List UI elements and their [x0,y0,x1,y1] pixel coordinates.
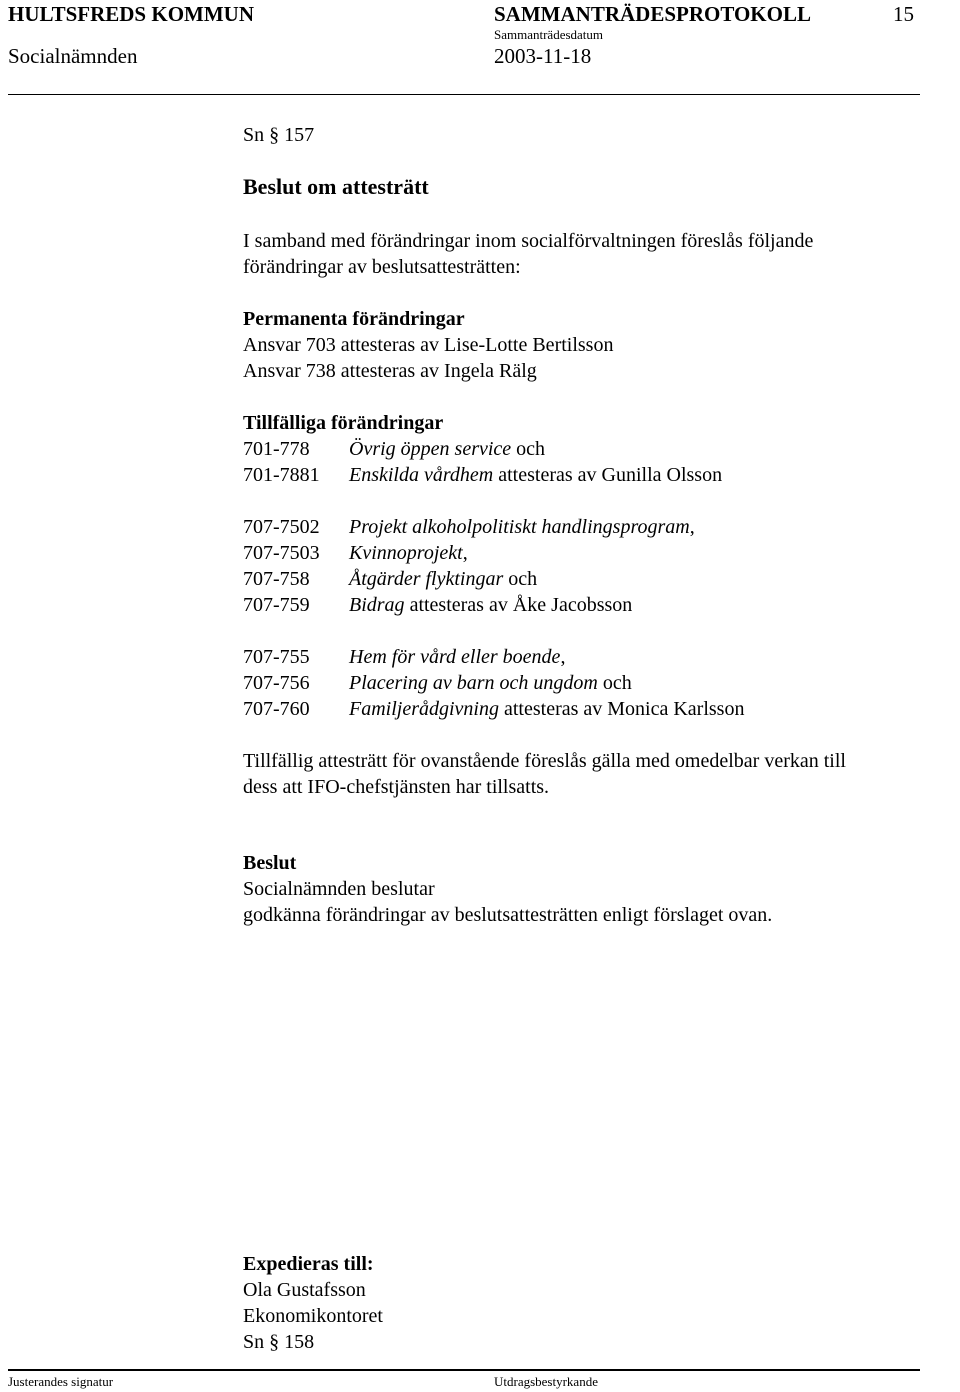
account-code: 701-778 [243,438,310,460]
intro-line-2: förändringar av beslutsattesträtten: [243,256,521,278]
recipient: Ola Gustafsson [243,1279,366,1301]
account-code: 707-759 [243,594,310,616]
decision-line-2: godkänna förändringar av beslutsattesträtten enligt förslaget ovan. [243,904,773,926]
account-suffix: och [597,672,632,694]
account-row [243,462,943,488]
date-label: Sammanträdesdatum [494,27,604,42]
account-suffix: attesteras av Gunilla Olsson [493,464,723,486]
section-title: Beslut om attesträtt [243,174,429,199]
account-suffix: och [511,438,546,460]
signature-label: Justerandes signatur [8,1374,114,1389]
account-name: Åtgärder flyktingar [349,568,504,590]
footer-divider [8,1369,920,1371]
document-type: SAMMANTRÄDESPROTOKOLL [494,2,811,26]
account-code: 707-758 [243,568,310,590]
account-name: Familjerådgivning [349,698,499,720]
account-suffix: , [462,542,468,564]
decision-line-1: Socialnämnden beslutar [243,878,435,900]
decision-heading: Beslut [243,852,297,874]
account-code: 707-760 [243,698,310,720]
account-code: 707-7502 [243,516,320,538]
committee-name: Socialnämnden [8,44,138,68]
account-row [243,514,943,540]
header-divider [8,94,920,95]
account-suffix: och [503,568,538,590]
account-row [243,592,943,618]
account-code: 701-7881 [243,464,320,486]
paragraph-number: Sn § 157 [243,124,315,146]
account-suffix: attesteras av Monica Karlsson [498,698,745,720]
account-name: Enskilda vårdhem [349,464,494,486]
account-row [243,566,943,592]
temporary-heading: Tillfälliga förändringar [243,412,444,434]
certification-label: Utdragsbestyrkande [494,1374,598,1389]
intro-line-1: I samband med förändringar inom socialförvaltningen föreslås följande [243,230,814,252]
account-name: Bidrag [349,594,405,616]
temporary-note-line-1: Tillfällig attesträtt för ovanstående föreslås gälla med omedelbar verkan till [243,750,846,772]
permanent-line-1: Ansvar 703 attesteras av Lise-Lotte Bertilsson [243,334,614,356]
account-suffix: , [560,646,566,668]
permanent-line-2: Ansvar 738 attesteras av Ingela Rälg [243,360,537,382]
recipient: Sn § 158 [243,1331,315,1353]
account-name: Kvinnoprojekt [349,542,463,564]
account-suffix: attesteras av Åke Jacobsson [404,594,633,616]
recipient: Ekonomikontoret [243,1305,383,1327]
account-row [243,670,943,696]
account-name: Övrig öppen service [349,438,512,460]
meeting-date: 2003-11-18 [494,44,592,68]
permanent-heading: Permanenta förändringar [243,308,465,330]
account-code: 707-755 [243,646,310,668]
account-code: 707-756 [243,672,310,694]
account-name: Projekt alkoholpolitiskt handlingsprogram [349,516,690,538]
account-row [243,696,943,722]
account-row [243,436,943,462]
account-name: Placering av barn och ungdom [349,672,598,694]
account-row [243,540,943,566]
temporary-note-line-2: dess att IFO-chefstjänsten har tillsatts. [243,776,550,798]
account-suffix: , [689,516,695,538]
account-name: Hem för vård eller boende [349,646,561,668]
account-row [243,644,943,670]
distribution-heading: Expedieras till: [243,1253,374,1275]
page-number: 15 [893,2,914,26]
municipality-name: HULTSFREDS KOMMUN [8,2,255,26]
account-code: 707-7503 [243,542,320,564]
